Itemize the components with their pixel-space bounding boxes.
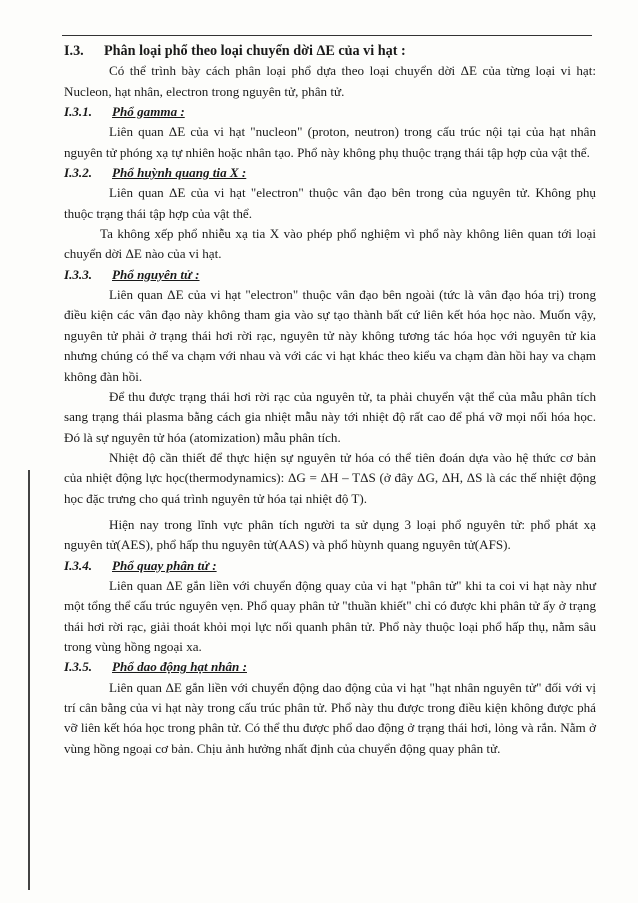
text-line: để phá vỡ mọi nối hóa học. Đó là sự nguyên tử hóa (atomization) mẫu phân tích. — [64, 409, 596, 445]
text-line: không tương tác hóa học với nguyên tử kia nhưng chúng có thể va chạm với nhau và — [64, 327, 596, 364]
section-heading — [64, 41, 596, 61]
subsection-heading-rotation — [64, 556, 596, 576]
paragraph — [64, 448, 596, 509]
section-title: Phân loại phổ theo loại chuyển dời ΔE của vi hạt : — [104, 43, 406, 59]
text-line: được khi phân tử ấy ở trạng thái hơi rời rạc, giải thoát khỏi mọi lực nối quanh phân tử. — [64, 598, 597, 634]
text-line: Ta không xếp phổ nhiễu xạ tia X vào phép phổ nghiệm vì phổ này không liên — [100, 226, 524, 242]
intro-paragraph — [64, 61, 596, 102]
paragraph — [64, 122, 596, 163]
text-line: hưởng nhất định của chuyển động quay phân tử. — [247, 740, 501, 756]
document-content — [64, 41, 596, 759]
subsection-number: I.3.3. — [64, 266, 93, 282]
text-line: phát xạ nguyên tử(AES), phổ hấp thu nguyên tử(AAS) và phổ hùynh quang nguyên — [64, 516, 596, 553]
text-line: với các vi hạt khác theo kiểu va chạm đàn hồi hay va chạm không đàn hồi. — [64, 348, 596, 384]
subsection-title: Phổ nguyên tử : — [112, 266, 200, 282]
paragraph — [64, 285, 596, 387]
paragraph — [64, 183, 596, 224]
text-line: Liên quan ΔE của vi hạt "electron" thuộc vân đạo bên trong của nguyên tử. — [109, 185, 531, 201]
text-line: phổ dao động ở trạng thái hơi, lỏng và rắn. Nằm ở vùng hồng ngoại cơ bản. Chịu ảnh — [64, 720, 596, 756]
subsection-heading-vibration — [64, 657, 596, 677]
text-line: kết hóa học nào. Muốn vậy, nguyên tử phải ở trạng thái hơi rời rạc, nguyên tử này — [64, 307, 596, 343]
paragraph — [64, 576, 596, 657]
text-line: Liên quan ΔE gắn liền với chuyển động dao động của vi hạt "hạt nhân nguyên — [109, 679, 522, 695]
text-line: tử(AFS). — [464, 537, 511, 553]
text-line: ΔH, ΔS là các thế nhiệt động học đặc trưng cho quá trình nguyên tử hóa tại nhiệt độ — [64, 470, 597, 506]
text-line: thái tập hợp của vật thể. — [464, 144, 590, 160]
subsection-title: Phổ gamma : — [112, 104, 185, 120]
text-line: quan tới loại chuyển dời ΔE nào của vi hạt. — [64, 226, 596, 262]
subsection-heading-gamma — [64, 102, 596, 122]
text-line: T). — [351, 490, 368, 506]
subsection-number: I.3.5. — [64, 659, 93, 675]
subsection-title: Phổ dao động hạt nhân : — [112, 659, 247, 675]
intro-line: vi hạt: Nucleon, hạt nhân, electron trong nguyên tử, phân tử. — [64, 63, 596, 99]
text-line: Liên quan ΔE của vi hạt "nucleon" (proton, neutron) trong cấu trúc nội tại của — [109, 124, 545, 140]
subsection-title: Phổ huỳnh quang tia X : — [112, 165, 247, 181]
text-line: hóa trị) trong điều kiện các vân đạo này không tham gia vào sự tạo thành bất cứ liên — [64, 287, 596, 323]
text-line: Để thu được trạng thái hơi rời rạc của nguyên tử, ta phải chuyển vật thể của — [109, 388, 517, 404]
subsection-heading-xray — [64, 163, 596, 183]
subsection-heading-atomic — [64, 265, 596, 285]
subsection-number: I.3.1. — [64, 104, 93, 120]
intro-line: Có thể trình bày cách phân loại phổ dựa theo loại chuyển dời ΔE của từng loại — [109, 63, 556, 79]
text-line: mẫu phân tích sang trạng thái plasma bằng cách gia nhiệt mẫu này tới nhiệt độ rất cao — [64, 388, 597, 425]
text-line: hạt nhân nguyên tử phóng xạ tự nhiên hoặc nhân tạo. Phổ này không phụ thuộc trạng — [64, 124, 597, 160]
text-line: Nhiệt độ cần thiết để thực hiện sự nguyên tử hóa có thể tiên đoán dựa vào hệ — [109, 449, 529, 465]
paragraph — [64, 224, 596, 265]
subsection-number: I.3.4. — [64, 557, 93, 573]
text-line: tử" đối với vị trí cân bằng của vi hạt này trong cấu trúc phân tử. Phổ này thu được — [64, 679, 596, 715]
paragraph — [64, 387, 596, 448]
text-line: Phổ này thuộc loại phổ hấp thụ, nằm sâu trong vùng hồng ngoại xa. — [64, 618, 596, 654]
section-number: I.3. — [64, 43, 84, 59]
text-line: Hiện nay trong lĩnh vực phân tích người ta sử dụng 3 loại phổ nguyên tử: phổ — [109, 516, 551, 532]
text-line: trong điều kiện không được phá vỡ liên kết hóa học trong phân tử. Có thể thu được — [64, 700, 596, 736]
subsection-number: I.3.2. — [64, 165, 93, 181]
subsection-title: Phổ quay phân tử : — [112, 557, 217, 573]
paragraph — [64, 678, 596, 759]
top-rule — [62, 35, 592, 36]
text-line: hạt này như một tổng thể cấu trúc nguyên vẹn. Phổ quay phân tử "thuần khiết" chỉ có — [64, 577, 596, 614]
text-line: Không phụ thuộc trạng thái tập hợp của vật thể. — [64, 185, 596, 221]
text-line: Liên quan ΔE gắn liền với chuyển động quay của vi hạt "phân tử" khi ta coi vi — [109, 577, 530, 593]
paragraph — [64, 515, 596, 556]
text-line: thức cơ bản của nhiệt động lực học(thermodynamics): ΔG = ΔH – TΔS (ở đây ΔG, — [64, 449, 596, 486]
text-line: Liên quan ΔE của vi hạt "electron" thuộc vân đạo bên ngoài (tức là vân đạo — [109, 287, 521, 303]
scan-edge-mark — [28, 470, 30, 890]
